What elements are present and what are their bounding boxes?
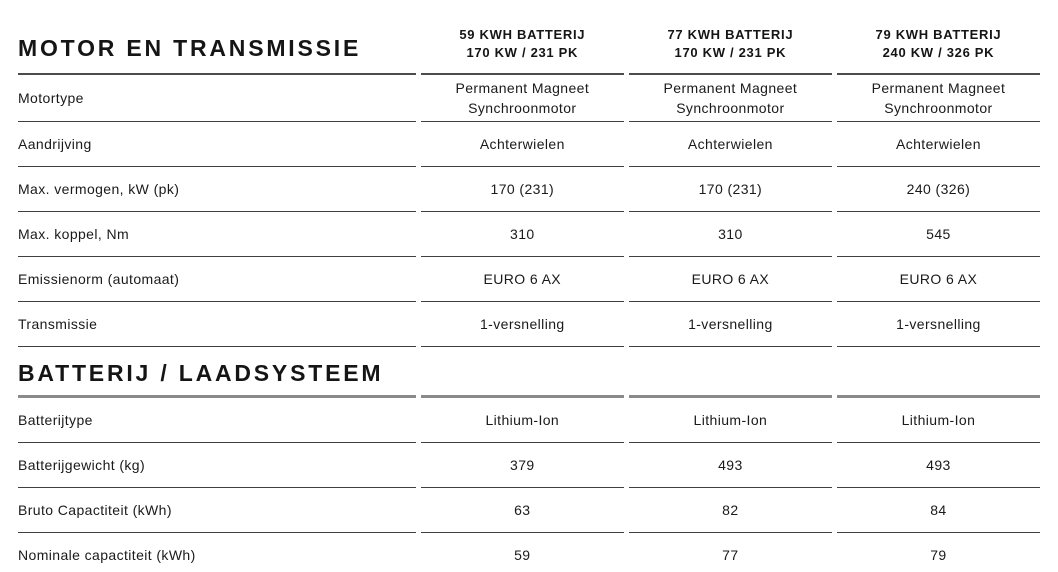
cell-value: 493 [837,443,1040,488]
section-title-batterij-laadsysteem: BATTERIJ / LAADSYSTEEM [18,360,384,386]
column-header-59kwh [421,0,624,75]
cell-value-text: Permanent Magneet Synchroonmotor [871,79,1006,116]
cell-value: 1-versnelling [629,302,832,347]
row-label: Motortype [18,75,416,122]
section-rule-cell [837,347,1040,398]
column-header-line1: 77 KWH BATTERIJ [667,26,794,42]
cell-value: EURO 6 AX [629,257,832,302]
row-label: Bruto Capactiteit (kWh) [18,488,416,533]
cell-value: 1-versnelling [837,302,1040,347]
cell-value: Lithium-Ion [837,398,1040,443]
section-header-row-batterij [18,347,1040,398]
row-label: Transmissie [18,302,416,347]
column-header-line1: 79 KWH BATTERIJ [875,26,1002,42]
section-header-row-motor [18,0,1040,75]
table-row-max-vermogen [18,167,1040,212]
column-header-79kwh [837,0,1040,75]
column-header-line2: 170 KW / 231 PK [466,44,579,60]
section-title-cell [18,347,416,398]
cell-value: 170 (231) [421,167,624,212]
cell-value: 82 [629,488,832,533]
column-header-line2: 170 KW / 231 PK [674,44,787,60]
row-label: Batterijgewicht (kg) [18,443,416,488]
cell-value: 310 [629,212,832,257]
cell-value: Achterwielen [629,122,832,167]
cell-value [629,75,832,122]
cell-value: 170 (231) [629,167,832,212]
column-header-77kwh [629,0,832,75]
cell-value-text: Permanent Magneet Synchroonmotor [663,79,798,116]
table-row-transmissie [18,302,1040,347]
cell-value: 77 [629,533,832,572]
row-label: Aandrijving [18,122,416,167]
table-row-motortype [18,75,1040,122]
cell-value: Lithium-Ion [421,398,624,443]
section-rule-cell [421,347,624,398]
cell-value-text: Permanent Magneet Synchroonmotor [455,79,590,116]
cell-value: Achterwielen [837,122,1040,167]
cell-value: 545 [837,212,1040,257]
section-title-motor-en-transmissie: MOTOR EN TRANSMISSIE [18,35,362,61]
section-rule-cell [629,347,832,398]
column-header-line2: 240 KW / 326 PK [882,44,995,60]
cell-value: 59 [421,533,624,572]
cell-value [837,75,1040,122]
cell-value: 63 [421,488,624,533]
cell-value [421,75,624,122]
cell-value: 310 [421,212,624,257]
cell-value: Lithium-Ion [629,398,832,443]
cell-value: 84 [837,488,1040,533]
table-row-nominale-capaciteit [18,533,1040,572]
cell-value: 379 [421,443,624,488]
row-label: Max. koppel, Nm [18,212,416,257]
cell-value: 79 [837,533,1040,572]
table-row-bruto-capaciteit [18,488,1040,533]
table-row-batterijgewicht [18,443,1040,488]
row-label: Batterijtype [18,398,416,443]
table-row-emissienorm [18,257,1040,302]
row-label: Emissienorm (automaat) [18,257,416,302]
row-label: Nominale capactiteit (kWh) [18,533,416,572]
cell-value: 1-versnelling [421,302,624,347]
row-label: Max. vermogen, kW (pk) [18,167,416,212]
column-header-line1: 59 KWH BATTERIJ [459,26,586,42]
cell-value: 493 [629,443,832,488]
cell-value: 240 (326) [837,167,1040,212]
section-title-cell [18,0,416,75]
table-row-batterijtype [18,398,1040,443]
cell-value: EURO 6 AX [837,257,1040,302]
cell-value: EURO 6 AX [421,257,624,302]
spec-table [13,0,1045,572]
cell-value: Achterwielen [421,122,624,167]
table-row-aandrijving [18,122,1040,167]
table-row-max-koppel [18,212,1040,257]
